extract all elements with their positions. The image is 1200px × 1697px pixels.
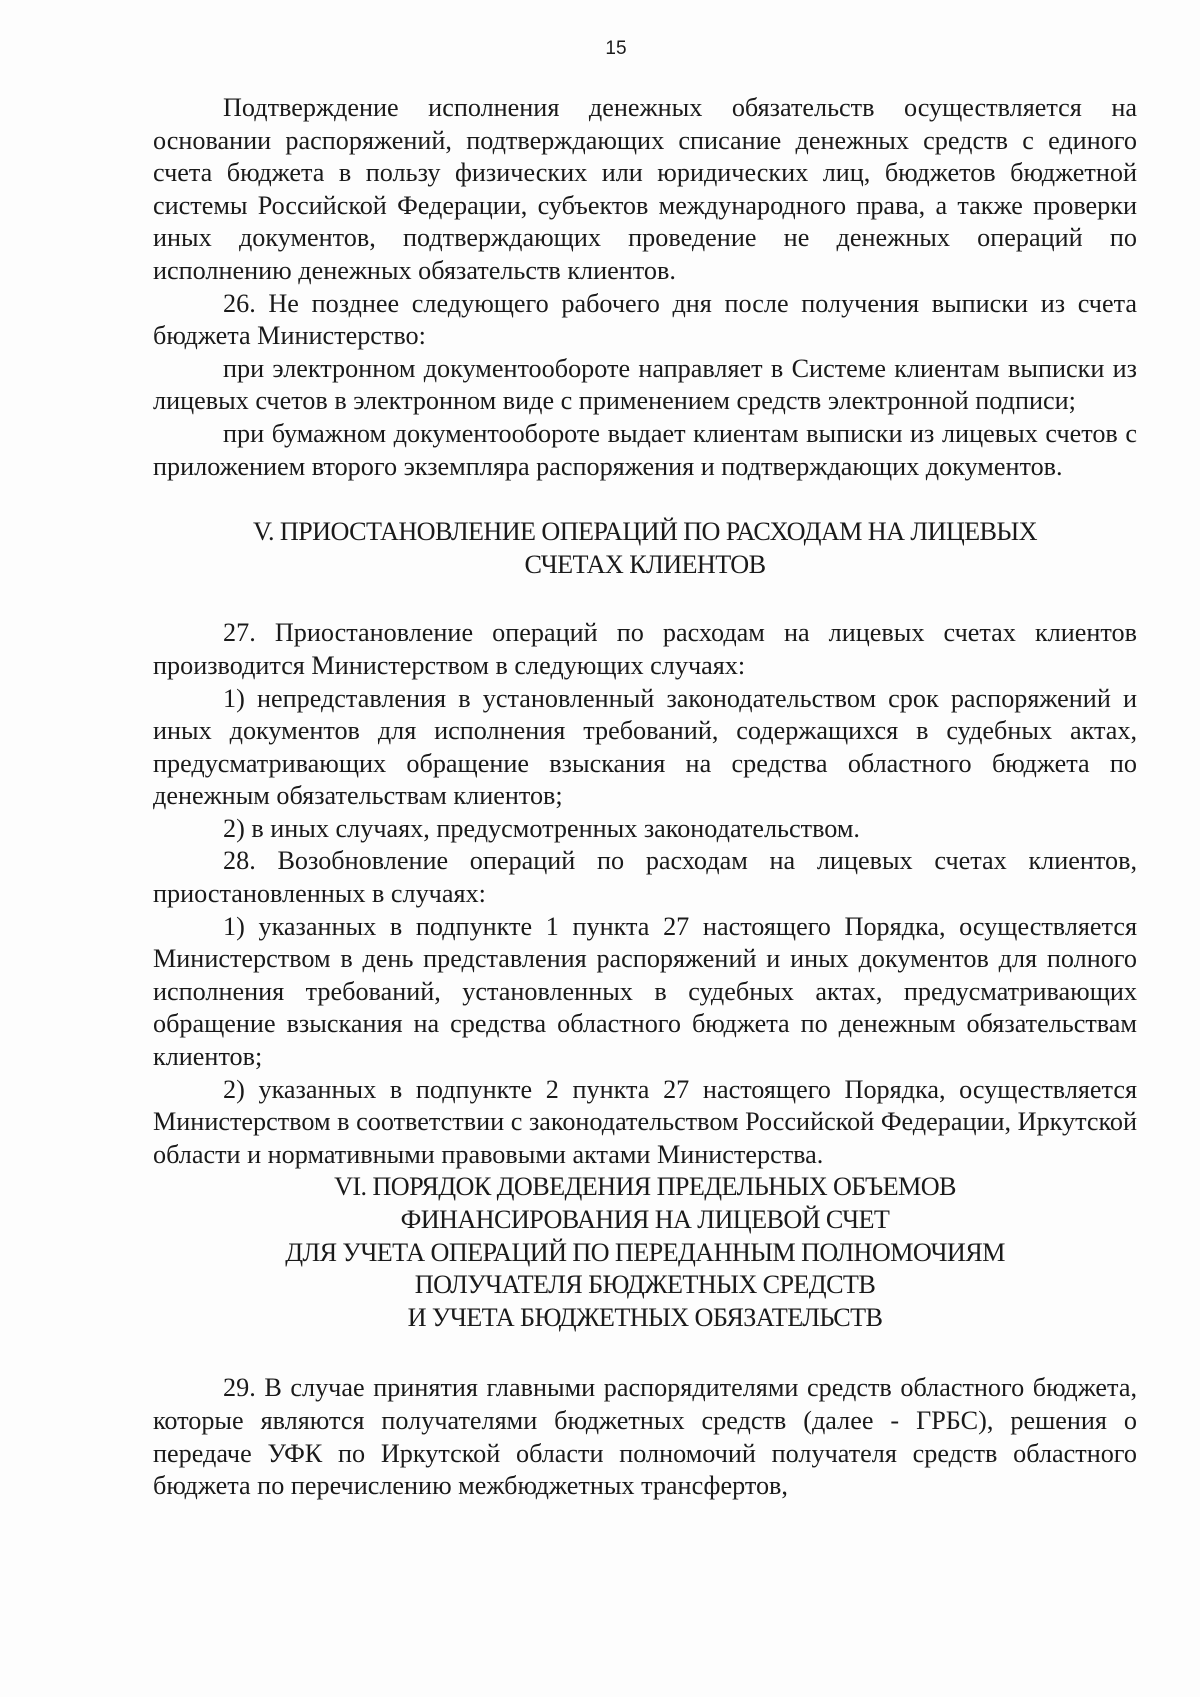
- section-heading-v: [153, 516, 1137, 581]
- section-heading-vi-line-3: ДЛЯ УЧЕТА ОПЕРАЦИЙ ПО ПЕРЕДАННЫМ ПОЛНОМОЧИЯМ: [285, 1237, 1005, 1267]
- paragraph-28: 28. Возобновление операций по расходам на лицевых счетах клиентов, приостановленных в случаях:: [153, 846, 1137, 909]
- section-heading-v-line-1: V. ПРИОСТАНОВЛЕНИЕ ОПЕРАЦИЙ ПО РАСХОДАМ НА ЛИЦЕВЫХ: [253, 517, 1037, 547]
- paragraph-28-item-1: 1) указанных в подпункте 1 пункта 27 настоящего Порядка, осуществляется Министерством в день представления распоряжений и иных документов для полного исполнения требований, установленных в судебных актах, предусматривающих обращение взыскания на средства областного бюджета по денежным обязательствам клиентов;: [153, 911, 1137, 1072]
- document-body: [153, 92, 1137, 1503]
- paragraph-26: 26. Не позднее следующего рабочего дня после получения выписки из счета бюджета Министерство:: [153, 288, 1137, 351]
- paragraph-26-paper: при бумажном документообороте выдает клиентам выписки из лицевых счетов с приложением второго экземпляра распоряжения и подтверждающих документов.: [153, 418, 1137, 481]
- paragraph-27: 27. Приостановление операций по расходам на лицевых счетах клиентов производится Министерством в следующих случаях:: [153, 618, 1137, 680]
- section-heading-vi-line-1: VI. ПОРЯДОК ДОВЕДЕНИЯ ПРЕДЕЛЬНЫХ ОБЪЕМОВ: [334, 1172, 956, 1202]
- paragraph-26-electronic: при электронном документообороте направляет в Системе клиентам выписки из лицевых счетов в электронном виде с применением средств электронной подписи;: [153, 353, 1137, 416]
- section-heading-vi-line-2: ФИНАНСИРОВАНИЯ НА ЛИЦЕВОЙ СЧЕТ: [400, 1205, 890, 1234]
- section-heading-vi: [153, 1171, 1137, 1334]
- paragraph-28-item-2: 2) указанных в подпункте 2 пункта 27 настоящего Порядка, осуществляется Министерством в соответствии с законодательством Российской Федерации, Иркутской области и нормативными правовыми актами Министерства.: [153, 1074, 1137, 1169]
- paragraph-27-item-1: 1) непредставления в установленный законодательством срок распоряжений и иных документов для исполнения требований, содержащихся в судебных актах, предусматривающих обращение взыскания на средства областного бюджета по денежным обязательствам клиентов;: [153, 683, 1137, 811]
- section-heading-vi-line-5: И УЧЕТА БЮДЖЕТНЫХ ОБЯЗАТЕЛЬСТВ: [407, 1302, 883, 1332]
- section-heading-v-line-2: СЧЕТАХ КЛИЕНТОВ: [524, 549, 766, 579]
- paragraph-27-item-2: 2) в иных случаях, предусмотренных законодательством.: [223, 813, 860, 843]
- page-number: 15: [605, 38, 627, 59]
- paragraph-29: 29. В случае принятия главными распорядителями средств областного бюджета, которые являются получателями бюджетных средств (далее - ГРБС), решения о передаче УФК по Иркутской области полномочий получателя средств областного бюджета по перечислению межбюджетных трансфертов,: [153, 1373, 1137, 1501]
- section-heading-vi-line-4: ПОЛУЧАТЕЛЯ БЮДЖЕТНЫХ СРЕДСТВ: [414, 1270, 876, 1300]
- paragraph-confirmation: Подтверждение исполнения денежных обязательств осуществляется на основании распоряжений, подтверждающих списание денежных средств с единого счета бюджета в пользу физических или юридических лиц, бюджетов бюджетной системы Российской Федерации, субъектов международного права, а также проверки иных документов, подтверждающих проведение не денежных операций по исполнению денежных обязательств клиентов.: [153, 93, 1137, 285]
